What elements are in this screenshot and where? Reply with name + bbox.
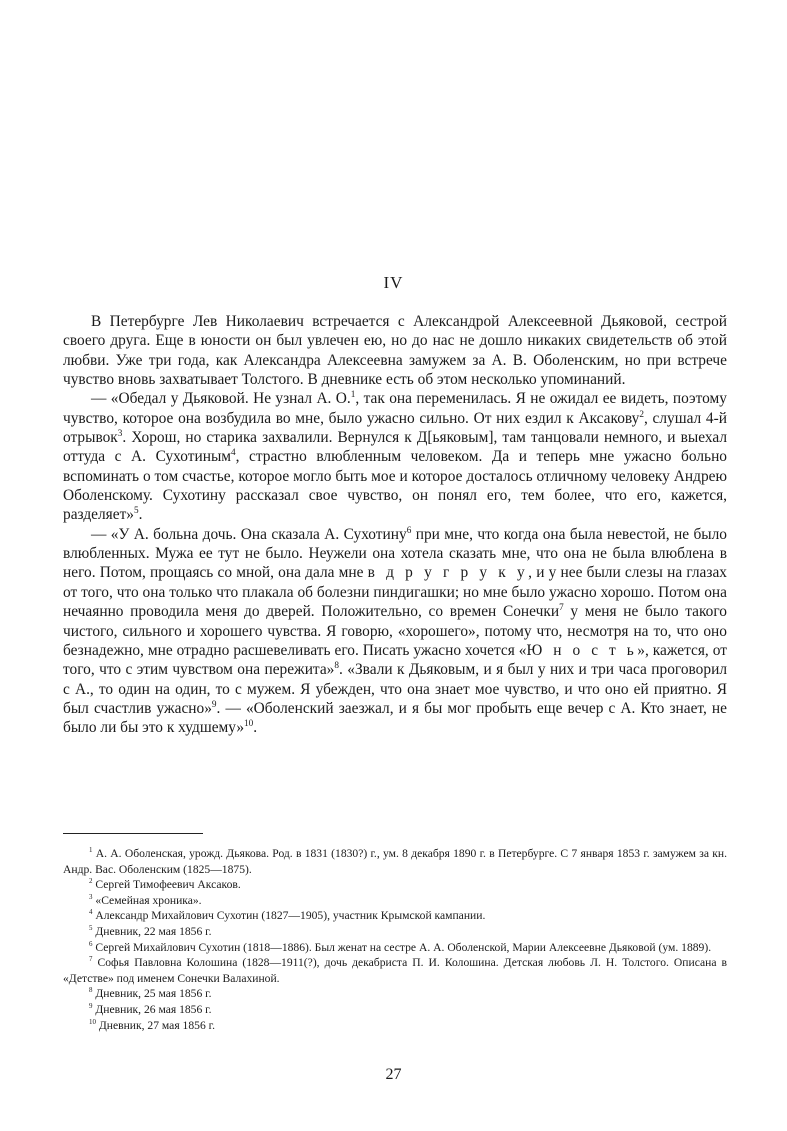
footnote-ref: 3: [117, 427, 123, 438]
spaced-emphasis: Ю н о с т ь: [526, 641, 638, 659]
footnote-ref: 8: [334, 660, 339, 671]
paragraph-quote-1: — «Обедал у Дьяковой. Не узнал А. О.$^1$, так она переменилась. Я не ожидал ее видеть, поэтому чувство, которое она возбудила во мне, было ужасно сильно. От них ездил к Аксакову$^2$, слушал 4-й отрывок$^3$. Хорош, но старика захвалили. Вернулся к Д[ьяковым], там танцовали немного, и выехал оттуда с А. Сухотиным$^4$, страстно влюбленным человеком. Да и теперь мне ужасно больно вспоминать о том счастье, которое могло быть мое и которое досталось отличному человеку Андрею Оболенскому. Сухотину рассказал свое чувство, он понял его, тем более, что его, кажется, разделяет»$^5$.: [63, 389, 727, 524]
footnote: $^7$ Софья Павловна Колошина (1828—1911(?), дочь декабриста П. И. Колошина. Детская любовь Л. Н. Толстого. Описана в «Детстве» под именем Сонечки Валахиной.: [63, 955, 727, 985]
footnote-ref: 10: [244, 718, 254, 729]
footnote: $^4$ Александр Михайлович Сухотин (1827—1905), участник Крымской кампании.: [89, 908, 486, 923]
footnote: $^8$ Дневник, 25 мая 1856 г.: [89, 986, 212, 1001]
footnote-ref: 6: [406, 524, 412, 535]
footnote-ref: 5: [134, 505, 139, 516]
footnote-ref: 9: [211, 698, 217, 709]
footnote-ref: 1: [350, 389, 356, 400]
footnotes: [63, 846, 727, 1033]
footnote: $^1$ А. А. Оболенская, урожд. Дьякова. Род. в 1831 (1830?) г., ум. 8 декабря 1890 г. в Петербурге. С 7 января 1853 г. замужем за кн. Андр. Вас. Оболенским (1825—1875).: [63, 846, 727, 876]
page-number: 27: [385, 1066, 402, 1083]
footnote: $^2$ Сергей Тимофеевич Аксаков.: [89, 877, 241, 892]
footnote: $^9$ Дневник, 26 мая 1856 г.: [89, 1002, 212, 1016]
paragraph-intro: В Петербурге Лев Николаевич встречается с Александрой Алексеевной Дьяковой, сестрой своего друга. Еще в юности он был увлечен ею, но до нас не дошло никаких свидетельств об этой любви. Уже три года, как Александра Алексеевна замужем за А. В. Оболенским, но при встрече чувство вновь захватывает Толстого. В дневнике есть об этом несколько упоминаний.: [63, 313, 727, 389]
footnote-ref: 4: [231, 447, 236, 458]
main-text: [63, 312, 727, 738]
footnote-ref: 7: [559, 602, 564, 613]
footnote-divider: [63, 833, 203, 834]
footnote: $^6$ Сергей Михайлович Сухотин (1818—1886). Был женат на сестре А. А. Оболенской, Марии Алексеевне Дьяковой (ум. 1889).: [89, 939, 712, 954]
footnote-ref: 2: [639, 408, 644, 419]
footnote: $^{10}$ Дневник, 27 мая 1856 г.: [89, 1017, 215, 1032]
footnote: $^5$ Дневник, 22 мая 1856 г.: [89, 924, 212, 938]
spaced-emphasis: в д р у г р у к у: [367, 564, 529, 582]
chapter-heading: IV: [383, 273, 404, 292]
paragraph-quote-2: — «У А. больна дочь. Она сказала А. Сухотину$^6$ при мне, что когда она была невестой, не было влюбленных. Мужа ее тут не было. Неужели она хотела сказать мне, что она не была влюблена в него. Потом, прощаясь со мной, она дала мне в д р у г р у к у, и у нее были слезы на глазах от того, что она только что плакала об болезни пиндигашки; но мне было ужасно хорошо. Потом она нечаянно проводила меня до дверей. Положительно, со времен Сонечки$^7$ у меня не было такого чистого, сильного и хорошего чувства. Я говорю, «хорошего», потому что, несмотря на то, что оно безнадежно, мне отрадно расшевеливать его. Писать ужасно хочется «Ю н о с т ь», кажется, от того, что с этим чувством она пережита»$^8$. «Звали к Дьяковым, и я был у них и три часа проговорил с А., то один на один, то с мужем. Я убежден, что она знает мое чувство, и что оно ей приятно. Я был счастлив ужасно»$^9$. — «Оболенский заезжал, и я бы мог пробыть еще вечер с А. Кто знает, не было ли бы это к худшему»$^{10}$.: [63, 524, 727, 737]
footnote: $^3$ «Семейная хроника».: [89, 892, 202, 907]
